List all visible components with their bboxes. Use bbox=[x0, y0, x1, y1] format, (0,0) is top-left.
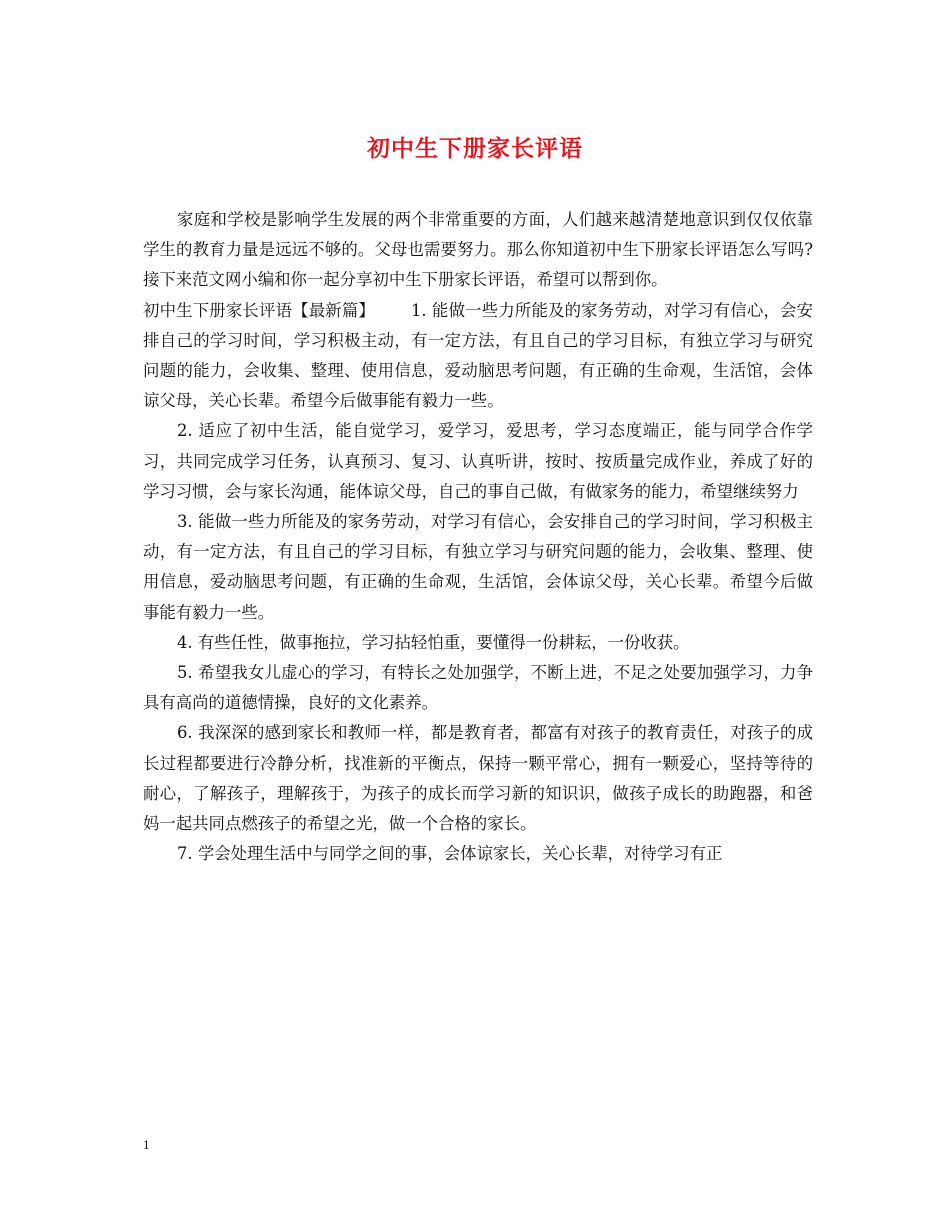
intro-paragraph: 家庭和学校是影响学生发展的两个非常重要的方面，人们越来越清楚地意识到仅仅依靠学生的教育力量是远远不够的。父母也需要努力。那么你知道初中生下册家长评语怎么写吗?接下来范文网小编和你一起分享初中生下册家长评语，希望可以帮到你。 bbox=[143, 210, 813, 290]
page-number: 1 bbox=[143, 1137, 150, 1152]
list-item-3: 3. 能做一些力所能及的家务劳动，对学习有信心，会安排自己的学习时间，学习积极主动，有一定方法，有且自己的学习目标，有独立学习与研究问题的能力，会收集、整理、使用信息，爱动脑思考问题，有正确的生命观，生活馆，会体谅父母，关心长辈。希望今后做事能有毅力一些。 bbox=[143, 512, 813, 622]
list-item-5: 5. 希望我女儿虚心的学习，有特长之处加强学，不断上进，不足之处要加强学习，力争具有高尚的道德情操，良好的文化素养。 bbox=[143, 663, 813, 713]
list-item-7: 7. 学会处理生活中与同学之间的事，会体谅家长，关心长辈，对待学习有正 bbox=[177, 844, 723, 864]
list-item-4: 4. 有些任性，做事拖拉，学习拈轻怕重，要懂得一份耕耘，一份收获。 bbox=[177, 632, 690, 652]
list-item-6: 6. 我深深的感到家长和教师一样，都是教育者，都富有对孩子的教育责任，对孩子的成长过程都要进行冷静分析，找准新的平衡点，保持一颗平常心，拥有一颗爱心，坚持等待的耐心，了解孩子，理解孩于，为孩子的成长而学习新的知识识，做孩子成长的助跑器，和爸妈一起共同点燃孩子的希望之光，做一个合格的家长。 bbox=[143, 723, 813, 834]
section-paragraph-1 bbox=[143, 296, 813, 417]
list-item-1: 1. 能做一些力所能及的家务劳动，对学习有信心，会安排自己的学习时间，学习积极主动，有一定方法，有且自己的学习目标，有独立学习与研究问题的能力，会收集、整理、使用信息，爱动脑思考问题，有正确的生命观，生活馆，会体谅父母，关心长辈。希望今后做事能有毅力一些。 bbox=[143, 300, 813, 411]
document-body bbox=[143, 205, 813, 869]
page-title: 初中生下册家长评语 bbox=[367, 135, 583, 162]
section-heading: 初中生下册家长评语【最新篇】 bbox=[143, 300, 375, 320]
list-item-2: 2. 适应了初中生活，能自觉学习，爱学习，爱思考，学习态度端正，能与同学合作学习，共同完成学习任务，认真预习、复习、认真听讲，按时、按质量完成作业，养成了好的学习习惯，会与家长沟通，能体谅父母，自己的事自己做，有做家务的能力，希望继续努力 bbox=[143, 421, 813, 501]
